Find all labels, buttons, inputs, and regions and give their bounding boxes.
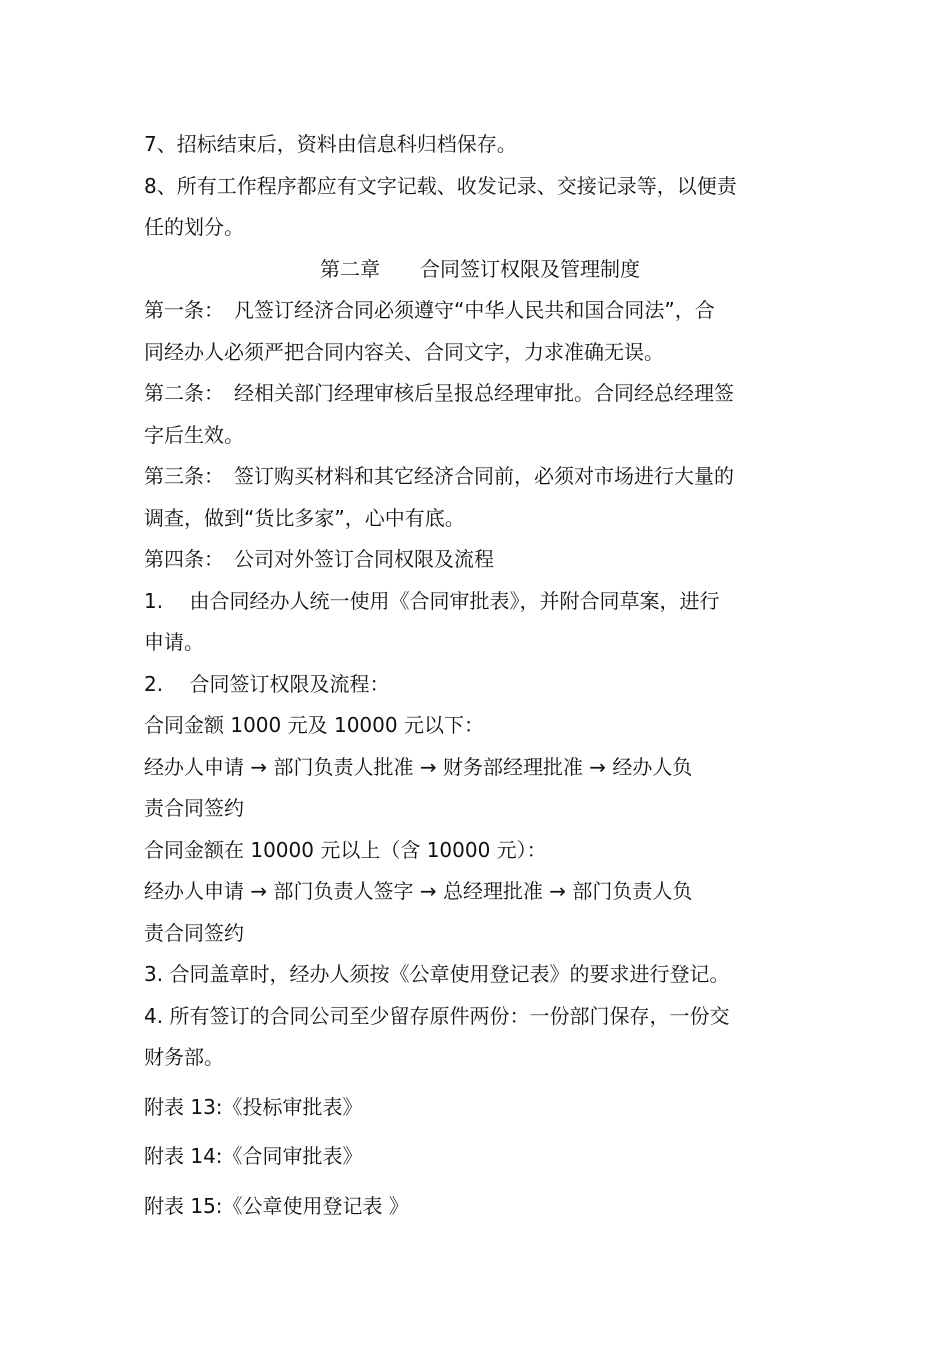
list-item-2-line: 2. 合同签订权限及流程： bbox=[144, 671, 390, 696]
list-item-1-line: 申请。 bbox=[144, 630, 204, 654]
attachment-13: 附表 13:《投标审批表》 bbox=[144, 1094, 363, 1119]
amount-rule-line: 合同金额 1000 元及 10000 元以下： bbox=[144, 713, 484, 737]
flow-line: 责合同签约 bbox=[144, 796, 244, 820]
paragraph-line: 任的划分。 bbox=[144, 215, 244, 239]
flow-line: 经办人申请 → 部门负责人批准 → 财务部经理批准 → 经办人负 bbox=[144, 754, 693, 779]
attachment-15: 附表 15:《公章使用登记表 》 bbox=[144, 1193, 409, 1218]
article-2-line: 第二条： 经相关部门经理审核后呈报总经理审批。合同经总经理签 bbox=[144, 381, 734, 405]
article-3-line: 第三条： 签订购买材料和其它经济合同前，必须对市场进行大量的 bbox=[144, 464, 734, 488]
article-2-line: 字后生效。 bbox=[144, 422, 244, 447]
flow-line: 经办人申请 → 部门负责人签字 → 总经理批准 → 部门负责人负 bbox=[144, 879, 693, 903]
article-3-line: 调查，做到“货比多家”，心中有底。 bbox=[144, 505, 465, 530]
article-1-line: 第一条： 凡签订经济合同必须遵守“中华人民共和国合同法”，合 bbox=[144, 298, 715, 322]
list-item-1-line: 1. 由合同经办人统一使用《合同审批表》，并附合同草案，进行 bbox=[144, 588, 720, 613]
paragraph-line: 8、所有工作程序都应有文字记载、收发记录、交接记录等，以便责 bbox=[144, 173, 737, 198]
paragraph-line: 7、招标结束后，资料由信息科归档保存。 bbox=[144, 132, 517, 156]
article-4-line: 第四条： 公司对外签订合同权限及流程 bbox=[144, 547, 494, 571]
attachment-14: 附表 14:《合同审批表》 bbox=[144, 1144, 363, 1168]
chapter-title: 第二章 合同签订权限及管理制度 bbox=[320, 256, 640, 281]
list-item-4-line: 财务部。 bbox=[144, 1045, 224, 1069]
article-1-line: 同经办人必须严把合同内容关、合同文字，力求准确无误。 bbox=[144, 339, 664, 364]
list-item-4-line: 4. 所有签订的合同公司至少留存原件两份：一份部门保存，一份交 bbox=[144, 1003, 730, 1028]
list-item-3-line: 3. 合同盖章时，经办人须按《公章使用登记表》的要求进行登记。 bbox=[144, 962, 730, 986]
amount-rule-line: 合同金额在 10000 元以上（含 10000 元）： bbox=[144, 837, 547, 862]
document-page bbox=[144, 124, 804, 1227]
flow-line: 责合同签约 bbox=[144, 920, 244, 945]
